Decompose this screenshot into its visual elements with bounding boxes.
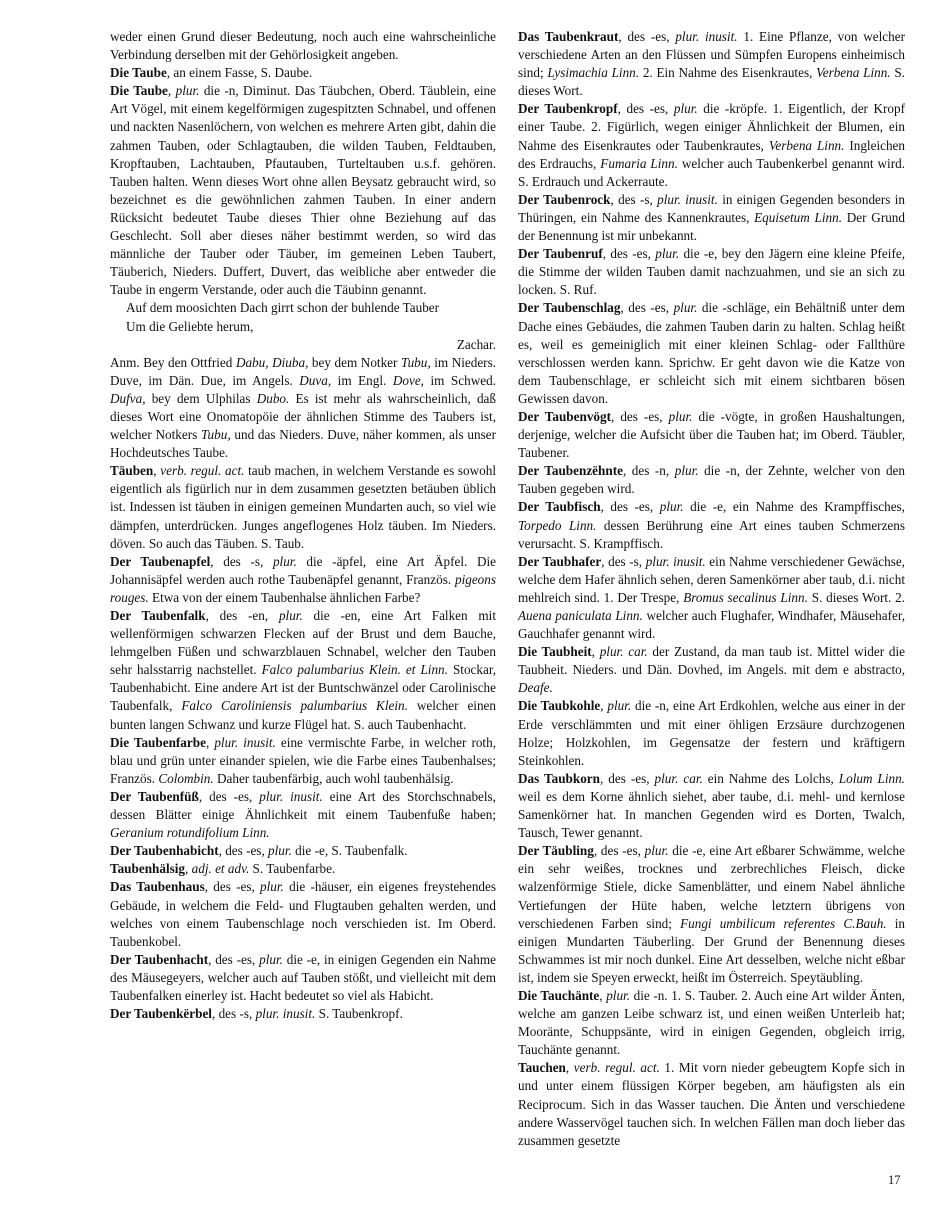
italic-term: plur. inusit.: [675, 29, 738, 44]
entry-text: dessen Berührung eine Art eines tauben Schmerzens verursacht. S. Krampffisch.: [518, 517, 906, 551]
entry-headword: Der Taubfisch: [518, 499, 601, 515]
italic-term: Fumaria Linn.: [600, 155, 678, 171]
dictionary-entry: [518, 498, 905, 552]
entry-text: , des -es,: [617, 101, 674, 117]
entry-text: Anm. Bey den Ottfried: [110, 354, 236, 370]
page-number: 17: [888, 1173, 901, 1187]
italic-term: plur. car.: [599, 644, 648, 660]
italic-term: Fungi umbilicum referentes C.Bauh.: [680, 915, 887, 931]
entry-text: Auf dem moosichten Dach girrt schon der buhlende Tauber: [126, 300, 440, 316]
dictionary-entry: [518, 191, 905, 245]
verse-line: [110, 318, 496, 336]
entry-text: die -kröpfe. 1. Eigentlich, der Kropf einer Taube. 2. Figürlich, wegen einiger Ähnlichkeit der Blumen, ein Nahme des Eisenkrautes oder Taubenkrautes,: [518, 101, 905, 153]
dictionary-entry: [110, 842, 496, 860]
entry-text: in einigen Gegenden besonders in Thüringen, ein Nahme des Kannenkrautes,: [518, 191, 905, 225]
dictionary-entry: [518, 100, 905, 190]
entry-headword: Der Taubenkërbel: [110, 1006, 212, 1022]
entry-text: , des -s,: [601, 553, 646, 569]
verse-line: [110, 299, 496, 317]
entry-text: die -n. 1. S. Tauber. 2. Auch eine Art wilder Änten, welche am ganzen Leibe schwarz ist, und einen weißen Unterleib hat; Mooränte, Schuppsänte, wird in einigen Gegenden, obgleich irrig, Tauchänte genannt.: [518, 987, 906, 1058]
dictionary-entry: [518, 462, 905, 498]
italic-term: Tubu,: [200, 427, 231, 443]
entry-headword: Täuben: [110, 463, 154, 479]
entry-text: die -e, S. Taubenfalk.: [291, 843, 408, 859]
entry-headword: Die Taube: [110, 83, 168, 99]
entry-headword: Der Taubenrock: [518, 191, 611, 207]
entry-text: 1. Mit vorn nieder gebeugtem Kopfe sich in und unter einem flüssigen Körper begeben, am häufigsten als ein Reciprocum. Sich in das Wasser tauchen. Die Änten und verschiedene andere Wasservögel tauchen sich. In welchen Fällen man doch lieber das zusammen gesetzte: [518, 1060, 906, 1148]
left-column: [110, 28, 496, 1023]
entry-text: die -e, bey den Jägern eine kleine Pfeife, die Stimme der wilden Tauben damit nachzuahmen, und sie an sich zu locken. S. Ruf.: [518, 246, 905, 298]
entry-text: die -e, in einigen Gegenden ein Nahme des Mäusegeyers, welcher auch auf Tauben stößt, und vielleicht mit dem Taubenfalken einerley ist. Hacht bedeutet so viel als Habicht.: [110, 951, 496, 1003]
entry-text: , des -es,: [218, 843, 269, 859]
entry-text: ein Nahme verschiedener Gewächse, welche dem Hafer ähnlich sehen, deren Samenkörner aber taub, d.i. nicht mehlreich sind. 1. Der Trespe,: [518, 553, 905, 605]
entry-text: , des -s,: [211, 1006, 256, 1022]
italic-term: verb. regul. act.: [160, 463, 245, 479]
italic-term: Dabu, Diuba,: [235, 354, 309, 370]
entry-text: die -en, eine Art Falken mit wellenförmigen schwarzen Flecken auf der Brust und dem Bauche, lehmgelben Füßen und schwarzblauen Schnabel, welcher den Tauben sehr halsstarrig nachstellet.: [110, 608, 497, 678]
italic-term: Lolum Linn.: [838, 770, 905, 786]
entry-text: in einigen Mundarten Täuberling. Der Grund der Benennung dieses Schwammes ist mir noch dunkel. Eine Art desselben, welche nicht eßbar ist, indem sie Speyen erweckt, heißt im Österreich. Speytäubling.: [518, 915, 905, 985]
entry-text: bey dem Ulphilas: [145, 390, 257, 406]
entry-text: welcher einen bunten langen Schwanz und kurze Flügel hat. S. auch Taubenhacht.: [110, 698, 497, 732]
italic-term: verb. regul. act.: [573, 1060, 660, 1076]
dictionary-entry: [110, 64, 496, 82]
entry-text: im Engl.: [331, 372, 393, 388]
entry-text: , des -es,: [599, 770, 655, 786]
dictionary-entry: [518, 987, 905, 1059]
entry-text: weder einen Grund dieser Bedeutung, noch auch eine wahrscheinliche Verbindung derselben mit der Gehörlosigkeit angeben.: [110, 29, 496, 63]
entry-text: taub machen, in welchem Verstande es sowohl eigentlich als figürlich nur in dem zusammen gesetzten betäuben üblich ist. Indessen ist täuben in einigen gemeinen Mundarten auch, so viel wie dämpfen, unterdrücken. Junges angeflogenes Holz täuben. Im Nieders. döven. So auch das Täuben. S. Taub.: [110, 463, 496, 551]
italic-term: plur. inusit.: [255, 1006, 316, 1022]
entry-text: ,: [205, 734, 215, 750]
italic-term: Dubo.: [256, 390, 290, 406]
dictionary-entry: [110, 878, 496, 950]
entry-text: 2. Ein Nahme des Eisenkrautes,: [639, 65, 817, 81]
entry-text: im Nieders. Duve, im Dän. Due, im Angels.: [110, 354, 496, 388]
entry-text: die -n, eine Art Erdkohlen, welche aus einer in der Erde verschlämmten und mit einer öhligen Erzsäure durchzogenen Holze; Holzkohlen, im Gegensatze der festern und kräftigern Steinkohlen.: [518, 698, 906, 768]
entry-headword: Die Tauchänte: [518, 987, 600, 1003]
italic-term: Duva,: [299, 372, 332, 388]
italic-term: plur.: [673, 300, 698, 316]
entry-text: , des -s,: [210, 553, 273, 569]
entry-headword: Das Taubenhaus: [110, 879, 205, 895]
entry-text: ,: [153, 463, 161, 479]
dictionary-entry: [110, 28, 496, 64]
dictionary-entry: [110, 462, 496, 552]
dictionary-entry: [110, 607, 496, 734]
entry-text: welcher auch Flughafer, Windhafer, Mäusehafer, Gauchhafer genannt wird.: [518, 608, 905, 642]
dictionary-entry: [110, 354, 496, 463]
verse-attribution: [110, 336, 496, 354]
entry-text: , des -n,: [622, 463, 675, 479]
entry-headword: Der Taubenhabicht: [110, 843, 219, 859]
entry-headword: Der Taubenschlag: [518, 300, 621, 316]
dictionary-entry: [518, 1059, 905, 1149]
dictionary-entry: [518, 28, 905, 100]
dictionary-entry: [518, 408, 905, 462]
entry-text: ,: [591, 644, 600, 660]
italic-term: plur.: [655, 246, 680, 262]
entry-headword: Die Taubheit: [518, 644, 592, 660]
italic-term: plur.: [278, 608, 303, 623]
italic-term: Tubu,: [400, 354, 431, 370]
entry-text: , des -en,: [205, 608, 279, 623]
italic-term: Falco palumbarius Klein. et Linn.: [261, 662, 448, 678]
entry-text: Um die Geliebte herum,: [126, 318, 254, 334]
entry-text: die -e, ein Nahme des Krampffisches,: [683, 499, 905, 515]
italic-term: Verbena Linn.: [768, 137, 845, 153]
entry-text: , des -es,: [593, 843, 645, 859]
dictionary-entry: [518, 697, 905, 769]
entry-headword: Der Täubling: [518, 843, 594, 859]
italic-term: plur.: [644, 843, 669, 859]
dictionary-entry: [110, 553, 496, 607]
dictionary-entry: [110, 734, 496, 788]
italic-term: plur.: [259, 951, 283, 967]
italic-term: Geranium rotundifolium Linn.: [110, 825, 270, 841]
italic-term: plur. car.: [654, 770, 703, 786]
entry-text: welcher auch Taubenkerbel genannt wird. S. Erdrauch und Ackerraute.: [518, 155, 905, 189]
entry-text: 1. Eine Pflanze, von welcher verschiedene Arten an den Flüssen und Sümpfen Europens einheimisch sind;: [518, 29, 905, 81]
entry-headword: Der Taubenhacht: [110, 951, 209, 967]
dictionary-entry: [110, 860, 496, 878]
entry-text: die -äpfel, eine Art Äpfel. Die Johannisäpfel werden auch rothe Taubenäpfel genannt, Französ.: [110, 553, 496, 587]
entry-text: , an einem Fasse, S. Daube.: [166, 65, 313, 81]
entry-text: die -n, Diminut. Das Täubchen, Oberd. Täublein, eine Art Vögel, mit einem kegelförmigen zugespitzten Schnabel, und offenen und nackten Nasenlöchern, von welchen es mehrere Arten gibt, dahin die zahmen Tauben, oder Schlagtauben, die wilden Tauben, Feldtauben, Kropftauben, Lachtauben, Pfautauben, Turteltauben u.s.f. gehören. Tauben halten. Wenn dieses Wort ohne allen Beysatz gebraucht wird, so bezeichnet es die gewöhnlichen zahmen Tauben. In einer andern Rücksicht bedeutet Taube dieses Thier ohne Beziehung auf das Geschlecht. Soll aber dieses näher bestimmt werden, so wird das männliche der Tauber oder Täuber, im gemeinen Leben Taubert, Täuberich, Nieders. Duffert, Duvert, das weibliche aber entweder die Taube in engerm Verstande, oder auch die Täubinn genannt.: [110, 83, 496, 298]
dictionary-entry: [110, 82, 496, 299]
entry-headword: Der Taubenvögt: [518, 408, 611, 424]
dictionary-entry: [110, 788, 496, 842]
italic-term: plur.: [674, 463, 699, 479]
entry-text: Zachar.: [456, 336, 496, 352]
entry-text: eine Art des Storchschnabels, dessen Blätter einige Ähnlichkeit mit einem Taubenfuße haben;: [110, 788, 496, 823]
italic-term: adj. et adv.: [191, 861, 250, 877]
entry-headword: Der Taubenkropf: [518, 101, 618, 117]
entry-headword: Der Taubenfalk: [110, 608, 206, 623]
entry-text: S. dieses Wort. 2.: [807, 589, 906, 605]
italic-term: pigeons rouges.: [110, 571, 496, 605]
italic-term: Equisetum Linn.: [754, 209, 843, 225]
entry-headword: Tauchen: [518, 1060, 566, 1076]
right-column: [518, 28, 905, 1150]
dictionary-entry: [110, 951, 496, 1005]
entry-headword: Der Taubenfüß: [110, 788, 199, 804]
italic-term: plur. inusit.: [657, 191, 718, 207]
entry-text: ,: [599, 987, 607, 1003]
entry-text: , des -es,: [602, 246, 656, 262]
italic-term: plur.: [607, 698, 632, 714]
italic-term: plur. inusit.: [214, 734, 276, 750]
entry-text: die -vögte, in großen Haushaltungen, derjenige, welcher die Aufsicht über die Tauben hat; im Oberd. Täubler, Taubener.: [518, 408, 905, 461]
entry-text: , des -es,: [611, 408, 669, 424]
entry-text: weil es dem Korne ähnlich siehet, aber taube, d.i. mehl- und kernlose Samenkörner hat. In manchen Gegenden wird es Dorten, Twalch, Tausch, Tewer genannt.: [518, 788, 905, 841]
entry-text: im Schwed.: [423, 372, 496, 388]
dictionary-entry: [110, 1005, 496, 1023]
entry-text: S. dieses Wort.: [518, 65, 905, 99]
italic-term: plur.: [659, 499, 684, 515]
italic-term: plur. inusit.: [645, 553, 706, 569]
entry-headword: Der Taubenzëhnte: [518, 463, 623, 479]
entry-text: , des -es,: [198, 788, 260, 804]
entry-text: Stockar, Taubenhabicht. Eine andere Art ist der Buntschwänzel oder Carolinische Taubenfalk,: [110, 662, 496, 714]
italic-term: Deafe.: [518, 680, 553, 696]
italic-term: Auena paniculata Linn.: [518, 608, 643, 623]
entry-text: bey dem Notker: [308, 354, 401, 370]
dictionary-entry: [518, 553, 905, 643]
entry-text: Der Grund der Benennung ist mir unbekannt.: [518, 209, 905, 244]
italic-term: plur.: [272, 553, 297, 569]
italic-term: Torpedo Linn.: [518, 517, 597, 533]
entry-headword: Der Taubhafer: [518, 553, 602, 569]
entry-text: , des -es,: [204, 879, 261, 895]
entry-text: , des -es,: [600, 499, 660, 515]
entry-headword: Die Taubkohle: [518, 698, 601, 714]
dictionary-entry: [518, 770, 905, 842]
dictionary-entry: [518, 643, 905, 697]
italic-term: Dove,: [392, 372, 424, 388]
italic-term: plur.: [175, 83, 200, 99]
entry-text: , des -es,: [620, 300, 674, 316]
dictionary-entry: [518, 842, 905, 987]
entry-text: Es ist mehr als wahrscheinlich, daß dieses Wort eine Onomatopöie der ähnlichen Stimme des Taubers ist, welcher Notkers: [110, 390, 497, 443]
entry-headword: Das Taubkorn: [518, 770, 600, 786]
entry-headword: Das Taubenkraut: [518, 29, 619, 44]
italic-term: plur.: [606, 987, 631, 1003]
italic-term: plur.: [268, 843, 292, 859]
entry-text: ,: [600, 698, 608, 714]
entry-text: , des -s,: [610, 191, 658, 207]
italic-term: Lysimachia Linn.: [547, 65, 640, 81]
italic-term: plur. inusit.: [259, 788, 323, 804]
entry-text: , des -es,: [208, 951, 260, 967]
italic-term: Colombin.: [158, 770, 214, 786]
entry-text: Daher taubenfärbig, auch wohl taubenhälsig.: [213, 770, 454, 786]
italic-term: Bromus secalinus Linn.: [683, 589, 808, 605]
entry-text: der Zustand, da man taub ist. Mittel wider die Taubheit. Nieders. und Dän. Dovhed, im Angels. mit dem e abstracto,: [518, 644, 905, 678]
italic-term: plur.: [260, 879, 284, 895]
italic-term: plur.: [673, 101, 698, 117]
entry-text: die -häuser, ein eigenes freystehendes Gebäude, in welchem die Feld- und Flugtauben gehalten werden, und welches von einem Taubenschlage noch verschieden ist. Im Oberd. Taubenkobel.: [110, 879, 496, 949]
entry-text: , des -es,: [618, 29, 676, 44]
entry-text: S. Taubenkropf.: [315, 1006, 403, 1022]
entry-text: und das Nieders. Duve, näher kommen, als unser Hochdeutsches Taube.: [110, 427, 496, 461]
entry-headword: Die Taube: [110, 65, 167, 81]
entry-headword: Die Taubenfarbe: [110, 734, 206, 750]
entry-text: die -schläge, ein Behältniß unter dem Dache eines Gebäudes, die zahmen Tauben darin zu halten. Schlag heißt es, weil es gemeiniglich mit einer kleinen Schlag- oder Fallthüre verschlossen werden kann. Sprichw. Er geht davon wie die Katze von dem Taubenschlage, er schleicht sich mit einem sichtbaren bösen Gewissen davon.: [518, 300, 906, 406]
entry-text: eine vermischte Farbe, in welcher roth, blau und grün unter einander spielen, wie die Farbe eines Taubenhalses; Französ.: [110, 734, 496, 786]
entry-headword: Der Taubenapfel: [110, 553, 211, 569]
entry-text: die -e, eine Art eßbarer Schwämme, welche ein sehr weißes, trocknes und zerbrechliches Fleisch, dicke walzenförmige Stiele, dicke Samenblätter, und einem Nabel ähnliche Vertiefungen der Hüte haben, welche letztern übrigens von verschiedenen Farben sind;: [518, 843, 905, 931]
entry-text: ,: [565, 1060, 574, 1076]
italic-term: plur.: [668, 408, 693, 424]
entry-text: die -n, der Zehnte, welcher von den Tauben gegeben wird.: [518, 463, 905, 497]
entry-text: ,: [167, 83, 176, 99]
italic-term: Dufva,: [110, 390, 146, 406]
entry-text: ,: [185, 861, 192, 877]
entry-text: Ingleichen des Erdrauchs,: [518, 137, 906, 171]
entry-headword: Taubenhälsig: [110, 861, 186, 877]
dictionary-entry: [518, 245, 905, 299]
entry-text: S. Taubenfarbe.: [249, 861, 336, 877]
italic-term: Falco Caroliniensis palumbarius Klein.: [181, 698, 408, 714]
dictionary-entry: [518, 299, 905, 408]
italic-term: Verbena Linn.: [816, 65, 891, 81]
entry-text: ein Nahme des Lolchs,: [702, 770, 839, 786]
entry-text: Etwa von der einem Taubenhalse ähnlichen Farbe?: [148, 589, 421, 605]
entry-headword: Der Taubenruf: [518, 246, 603, 262]
